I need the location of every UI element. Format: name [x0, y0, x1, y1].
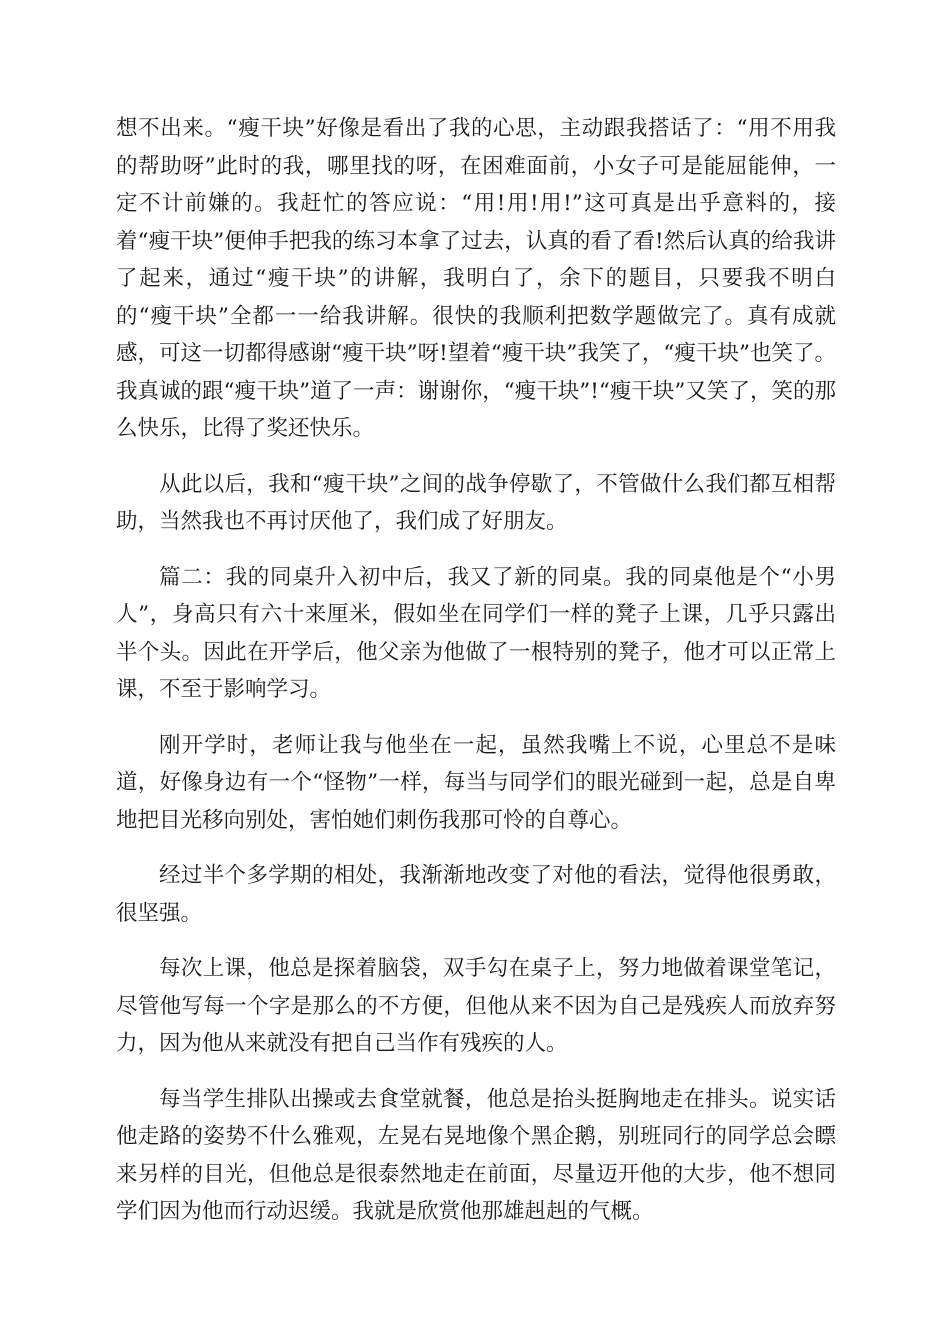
- paragraph-continuation: 想不出来。“瘦干块”好像是看出了我的心思，主动跟我搭话了：“用不用我的帮助呀”此时的我，哪里找的呀，在困难面前，小女子可是能屈能伸，一定不计前嫌的。我赶忙的答应说：“用!用!用!”这可真是出乎意料的，接着“瘦干块”便伸手把我的练习本拿了过去，认真的看了看!然后认真的给我讲了起来，通过“瘦干块”的讲解，我明白了，余下的题目，只要我不明白的“瘦干块”全都一一给我讲解。很快的我顺利把数学题做完了。真有成就感，可这一切都得感谢“瘦干块”呀!望着“瘦干块”我笑了，“瘦干块”也笑了。我真诚的跟“瘦干块”道了一声：谢谢你，“瘦干块”!“瘦干块”又笑了，笑的那么快乐，比得了奖还快乐。: [116, 116, 836, 441]
- paragraph-in-class: 每次上课，他总是探着脑袋，双手勾在桌子上，努力地做着课堂笔记，尽管他写每一个字是那么的不方便，但他从来不因为自己是残疾人而放弃努力，因为他从来就没有把自己当作有残疾的人。: [116, 956, 836, 1056]
- paragraph-first-days: 刚开学时，老师让我与他坐在一起，虽然我嘴上不说，心里总不是味道，好像身边有一个“怪物”一样，每当与同学们的眼光碰到一起，总是自卑地把目光移向别处，害怕她们刺伤我那可怜的自尊心。: [116, 732, 836, 833]
- document-body: [116, 110, 836, 1249]
- paragraph-change-of-view: 经过半个多学期的相处，我渐渐地改变了对他的看法，觉得他很勇敢，很坚强。: [116, 863, 836, 926]
- paragraph-friendship: 从此以后，我和“瘦干块”之间的战争停歇了，不管做什么我们都互相帮助，当然我也不再讨厌他了，我们成了好朋友。: [116, 471, 836, 534]
- paragraph-part-two-intro: 篇二：我的同桌升入初中后，我又了新的同桌。我的同桌他是个“小男人”，身高只有六十来厘米，假如坐在同学们一样的凳子上课，几乎只露出半个头。因此在开学后，他父亲为他做了一根特别的凳子，他才可以正常上课，不至于影响学习。: [116, 564, 836, 702]
- paragraph-lining-up: 每当学生排队出操或去食堂就餐，他总是抬头挺胸地走在排头。说实话他走路的姿势不什么雅观，左晃右晃地像个黑企鹅，别班同行的同学总会瞟来另样的目光，但他总是很泰然地走在前面，尽量迈开他的大步，他不想同学们因为他而行动迟缓。我就是欣赏他那雄赳赳的气概。: [116, 1086, 836, 1224]
